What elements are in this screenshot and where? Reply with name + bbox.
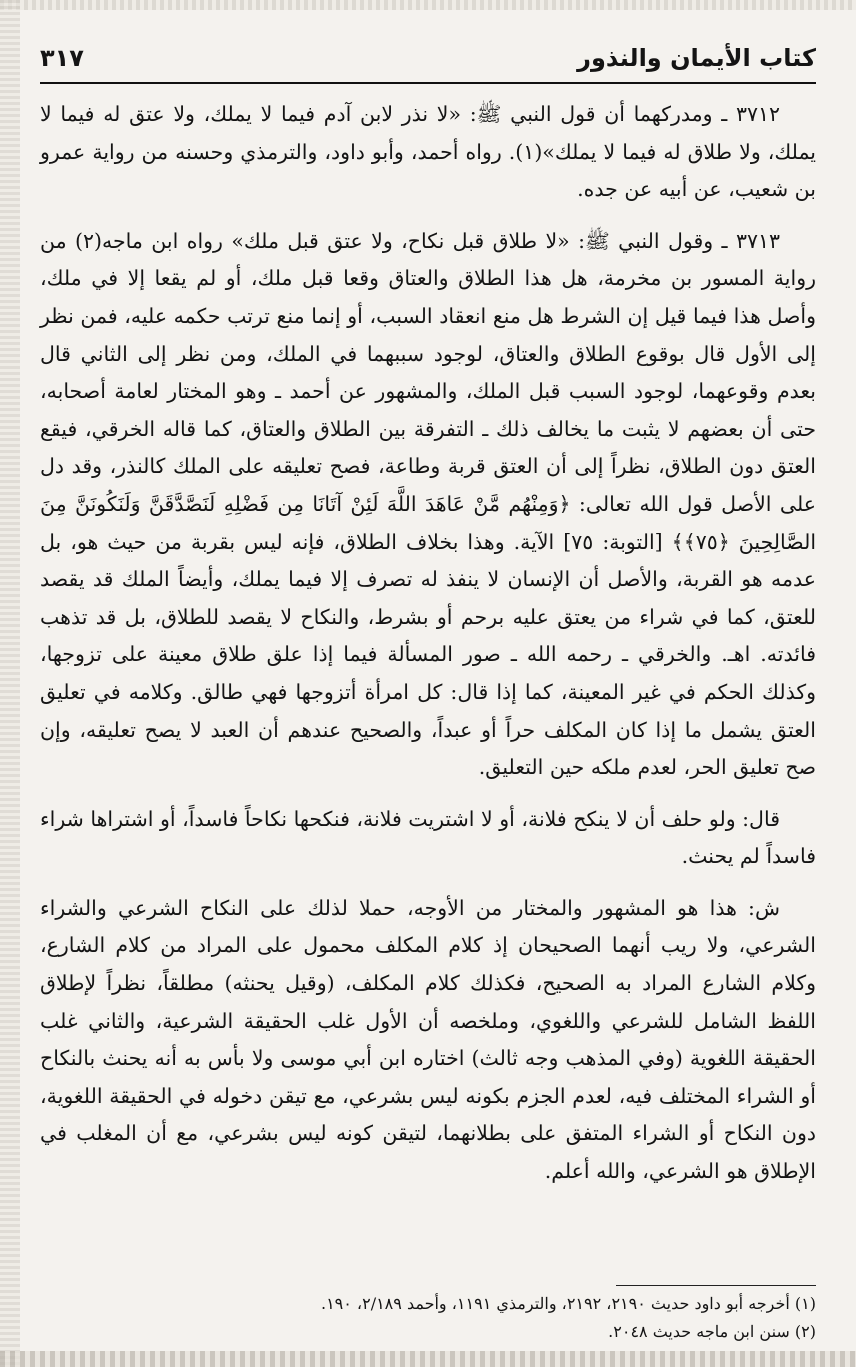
page-number: ٣١٧ <box>40 44 84 72</box>
paragraph-3712: ٣٧١٢ ـ ومدركهما أن قول النبي ﷺ: «لا نذر لابن آدم فيما لا يملك، ولا عتق له فيما لا يملك، ولا طلاق له فيما لا يملك»(١). رواه أحمد، وأبو داود، والترمذي وحسنه من رواية عمرو بن شعيب، عن أبيه عن جده. <box>40 102 816 202</box>
page-left-edge <box>0 0 20 1367</box>
header-title: كتاب الأيمان والنذور <box>577 44 816 72</box>
footnote-2: (٢) سنن ابن ماجه حديث ٢٠٤٨. <box>608 1322 816 1341</box>
footnote-1: (١) أخرجه أبو داود حديث ٢١٩٠، ٢١٩٢، والترمذي ١١٩١، وأحمد ٢/١٨٩، ١٩٠. <box>320 1294 816 1313</box>
page-body <box>40 96 816 1205</box>
footnote-rule <box>616 1285 816 1286</box>
paragraph-3713: ٣٧١٣ ـ وقول النبي ﷺ: «لا طلاق قبل نكاح، ولا عتق قبل ملك» رواه ابن ماجه(٢) من رواية المسور بن مخرمة، هل هذا الطلاق والعتاق وقعا قبل ملك، أو لم يقعا إلا في ملك، وأصل هذا فيما قيل إن الشرط هل منع انعقاد السبب، أو إنما منع ترتب حكمه عليه، فمن نظر إلى الأول قال بوقوع الطلاق والعتاق، لوجود سببهما في الملك، ومن نظر إلى الثاني قال بعدم وقوعهما، لوجود السبب قبل الملك، والمشهور عن أحمد ـ وهو المختار لعامة أصحابه، حتى أن بعضهم لا يثبت ما يخالف ذلك ـ التفرقة بين الطلاق والعتاق، كما قاله الخرقي، فيقع العتق دون الطلاق، نظراً إلى أن العتق قربة وطاعة، فصح تعليقه على الملك كالنذر، وقد دل على الأصل قول الله تعالى: ﴿وَمِنْهُم مَّنْ عَاهَدَ اللَّهَ لَئِنْ آتَانَا مِن فَضْلِهِ لَنَصَّدَّقَنَّ وَلَنَكُونَنَّ مِنَ الصَّالِحِينَ ﴿٧٥﴾﴾ [التوبة: ٧٥] الآية. وهذا بخلاف الطلاق، فإنه ليس بقربة من حيث هو، بل عدمه هو القربة، والأصل أن الإنسان لا ينفذ له تصرف إلا فيما يملك، وأيضاً الملك قد يقصد للعتق، كما في شراء من يعتق عليه برحم أو بشرط، والنكاح لا يقصد للطلاق، بل قد تذهب فائدته. اهـ. والخرقي ـ رحمه الله ـ صور المسألة فيما إذا علق طلاق معينة على تزوجها، وكذلك الحكم في غير المعينة، كما إذا قال: كل امرأة أتزوجها فهي طالق. وكلامه في تعليق العتق يشمل ما إذا كان المكلف حراً أو عبداً، والصحيح عندهم أن العبد لا يصح تعليقه، وإن صح تعليق الحر، لعدم ملكه حين التعليق. <box>40 228 817 780</box>
footnotes <box>40 1285 816 1346</box>
running-header <box>40 40 816 84</box>
page-top-edge <box>0 0 856 10</box>
paragraph-sharh: ش: هذا هو المشهور والمختار من الأوجه، حملا لذلك على النكاح الشرعي والشراء الشرعي، ولا ريب أنهما الصحيحان إذ كلام المكلف محمول على المراد من كلام الشارع، وكلام الشارع المراد به الصحيح، فكذلك كلام المكلف، (وقيل يحنثه) مطلقاً، نظراً لإطلاق اللفظ الشامل للشرعي واللغوي، وملخصه أن الأول غلب الحقيقة الشرعية، والثاني غلب الحقيقة اللغوية (وفي المذهب وجه ثالث) اختاره ابن أبي موسى ولا بأس به أنه يحنث بالنكاح أو الشراء المختلف فيه، لعدم الجزم بكونه ليس بشرعي، مع تيقن دخوله في الحقيقة اللغوية، دون النكاح أو الشراء المتفق على بطلانهما، لتيقن كونه ليس بشرعي، مع أن المغلب في الإطلاق هو الشرعي، والله أعلم. <box>40 895 816 1184</box>
page-bottom-edge <box>0 1351 856 1367</box>
paragraph-qala: قال: ولو حلف أن لا ينكح فلانة، أو لا اشتريت فلانة، فنكحها نكاحاً فاسداً، أو اشتراها شراء فاسداً لم يحنث. <box>40 806 816 869</box>
